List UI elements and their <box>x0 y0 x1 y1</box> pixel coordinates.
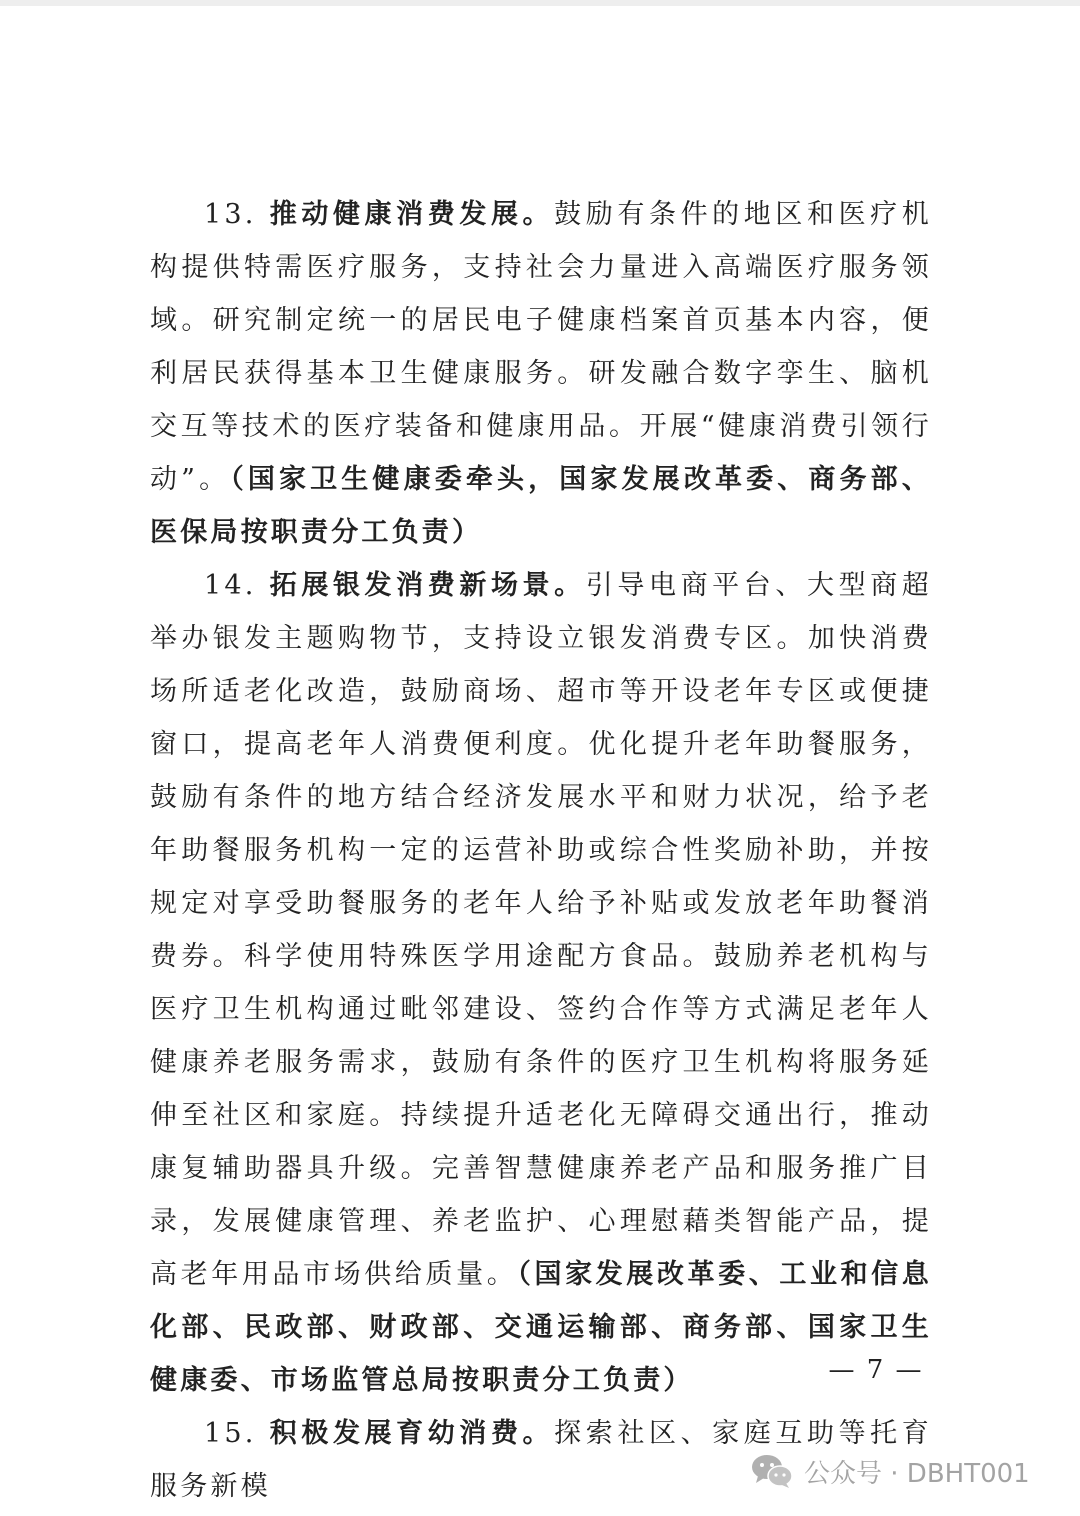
paragraph-15-number: 15. <box>204 1418 257 1449</box>
watermark <box>750 1448 1030 1494</box>
paragraph-14-body: 引导电商平台、大型商超举办银发主题购物节，支持设立银发消费专区。加快消费场所适老化改造，鼓励商场、超市等开设老年专区或便捷窗口，提高老年人消费便利度。优化提升老年助餐服务，鼓励有条件的地方结合经济发展水平和财力状况，给予老年助餐服务机构一定的运营补助或综合性奖励补助，并按规定对享受助餐服务的老年人给予补贴或发放老年助餐消费券。科学使用特殊医学用途配方食品。鼓励养老机构与医疗卫生机构通过毗邻建设、签约合作等方式满足老年人健康养老服务需求，鼓励有条件的医疗卫生机构将服务延伸至社区和家庭。持续提升适老化无障碍交通出行，推动康复辅助器具升级。完善智慧健康养老产品和服务推广目录，发展健康管理、养老监护、心理慰藉类智能产品，提高老年用品市场供给质量。 <box>150 570 932 1290</box>
paragraph-15-title: 积极发展育幼消费。 <box>269 1418 555 1449</box>
paragraph-15-body: 探索社区、家庭互助等托育服务新模 <box>150 1418 932 1502</box>
watermark-text: 公众号 · DBHT001 <box>804 1458 1030 1489</box>
paragraph-14 <box>150 559 932 1407</box>
paragraph-13 <box>150 188 932 559</box>
page-top-edge <box>0 0 1080 6</box>
document-body <box>150 188 932 1513</box>
wechat-icon <box>750 1452 794 1490</box>
paragraph-14-departments: （国家发展改革委、工业和信息化部、民政部、财政部、交通运输部、商务部、国家卫生健康委、市场监管总局按职责分工负责） <box>150 1259 932 1396</box>
page-number: — 7 — <box>828 1355 924 1385</box>
paragraph-14-title: 拓展银发消费新场景。 <box>269 570 586 601</box>
paragraph-13-number: 13. <box>204 199 257 230</box>
paragraph-13-title: 推动健康消费发展。 <box>269 199 555 230</box>
paragraph-13-body: 鼓励有条件的地区和医疗机构提供特需医疗服务，支持社会力量进入高端医疗服务领域。研究制定统一的居民电子健康档案首页基本内容，便利居民获得基本卫生健康服务。研发融合数字孪生、脑机交互等技术的医疗装备和健康用品。开展“健康消费引领行动”。 <box>150 199 932 495</box>
paragraph-14-number: 14. <box>204 570 257 601</box>
paragraph-13-departments: （国家卫生健康委牵头，国家发展改革委、商务部、医保局按职责分工负责） <box>150 464 932 548</box>
